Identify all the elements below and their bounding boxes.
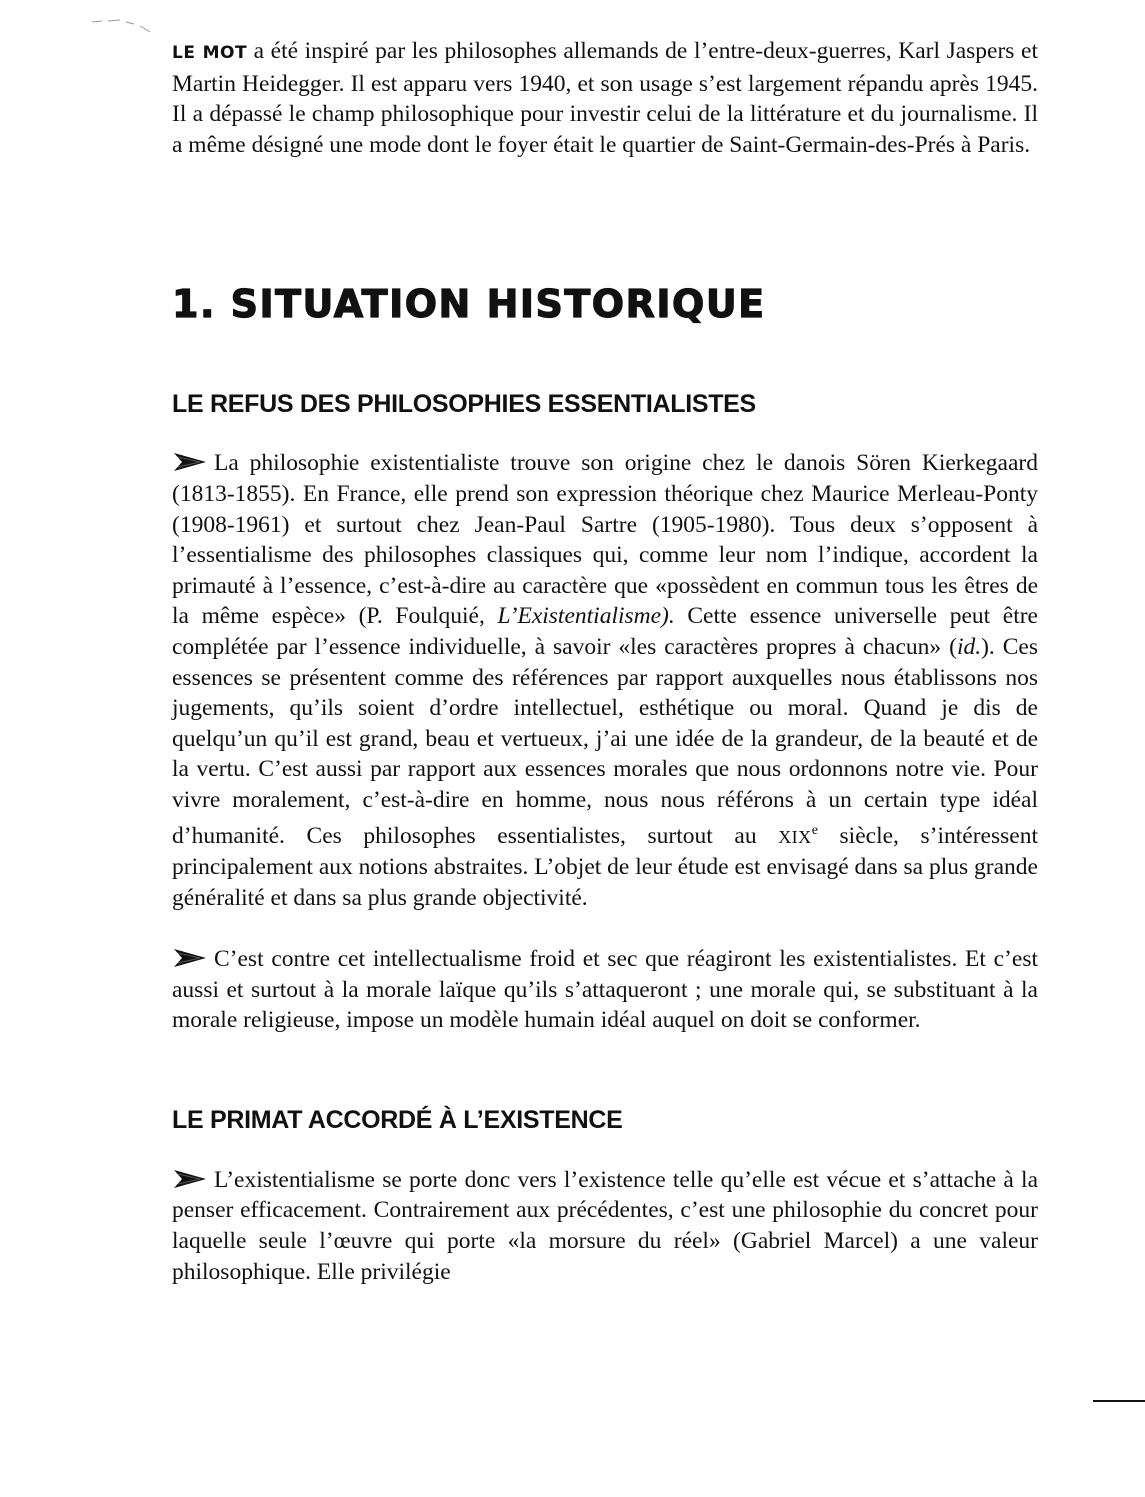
section-title: 1. SITUATION HISTORIQUE	[172, 282, 766, 327]
scan-mark-decoration	[90, 16, 160, 36]
arrow-bullet-icon	[172, 451, 208, 473]
intro-text: a été inspiré par les philosophes allemands de l’entre-deux-guerres, Karl Jaspers et Martin Heidegger. Il est apparu vers 1940, et son usage s’est largement répandu après 1945. Il a dépassé le champ philosophique pour investir celui de la littérature et du journalisme. Il a même désigné une mode dont le foyer était le quartier de Saint-Germain-des-Prés à Paris.	[172, 38, 1038, 158]
subheading-existence: LE PRIMAT ACCORDÉ À L’EXISTENCE	[172, 1105, 623, 1134]
paragraph-essentialist-2: C’est contre cet intellectualisme froid et sec que réagiront les existentialistes. Et c’est aussi et surtout à la morale laïque qu’ils s’attaqueront ; une morale qui, se substituant à la morale religieuse, impose un modèle humain idéal auquel on doit se conformer.	[172, 946, 1038, 1034]
paragraph-essentialist-1: La philosophie existentialiste trouve son origine chez le danois Sören Kierkegaard (1813-1855). En France, elle prend son expression théorique chez Maurice Merleau-Ponty (1908-1961) et surtout chez Jean-Paul Sartre (1905-1980). Tous deux s’opposent à l’essentialisme des philosophes classiques qui, comme leur nom l’indique, accordent la primauté à l’essence, c’est-à-dire au caractère que «possèdent en commun tous les êtres de la même espèce» (P. Foulquié, L’Existentialisme). Cette essence universelle peut être complétée par l’essence individuelle, à savoir «les caractères propres à chacun» (id.). Ces essences se présentent comme des références par rapport auxquelles nous établissons nos jugements, qu’ils soient d’ordre intellectuel, esthétique ou moral. Quand je dis de quelqu’un qu’il est grand, beau et vertueux, j’ai une idée de la grandeur, de la beauté et de la vertu. C’est aussi par rapport aux essences morales que nous ordonnons notre vie. Pour vivre moralement, c’est-à-dire en homme, nous nous référons à un certain type idéal d’humanité. Ces philosophes essentialistes, surtout au XIXe siècle, s’intéressent principalement aux notions abstraites. L’objet de leur étude est envisagé dans sa plus grande généralité et dans sa plus grande objectivité.	[172, 450, 1038, 911]
intro-lead: LE MOT	[172, 43, 248, 63]
book-title: L’Existentialisme).	[497, 603, 675, 630]
subheading-essentialist: LE REFUS DES PHILOSOPHIES ESSENTIALISTES	[172, 390, 756, 419]
arrow-bullet-icon	[172, 947, 208, 969]
paragraph-existence-1: L’existentialisme se porte donc vers l’existence telle qu’elle est vécue et s’attache à la penser efficacement. Contrairement aux précédentes, c’est une philosophie du concret pour laquelle seule l’œuvre qui porte «la morsure du réel» (Gabriel Marcel) a une valeur philosophique. Elle privilégie	[172, 1166, 1038, 1285]
century-numeral: XIX	[778, 826, 812, 847]
margin-rule	[1093, 1400, 1145, 1402]
intro-paragraph	[172, 36, 1038, 160]
arrow-bullet-icon	[172, 1168, 208, 1190]
document-page	[172, 36, 1038, 1287]
